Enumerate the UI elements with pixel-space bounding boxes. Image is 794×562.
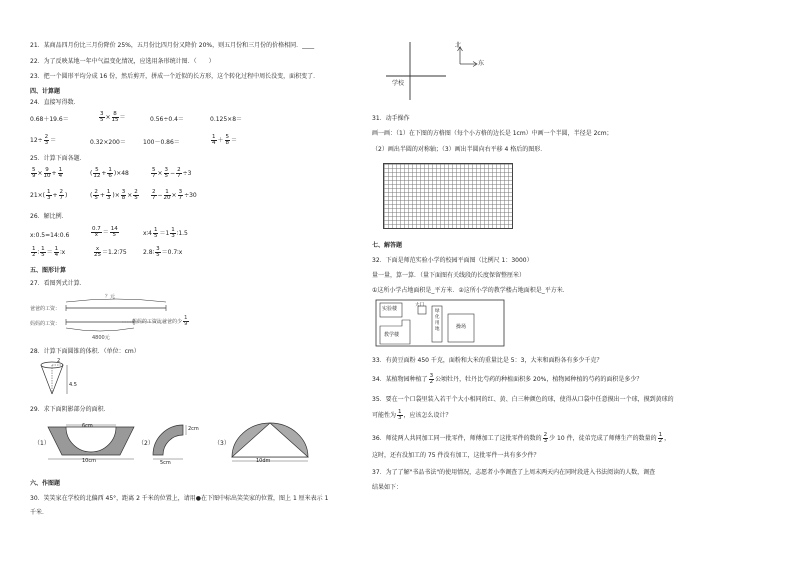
question-31-line-1: 画一画：（1）在下图的方格图（每个小方格的边长是 1cm）中画一个半圆，半径是 2cm； (372, 130, 613, 137)
question-32: 32．下面是师范实验小学的校园平面图（比例尺 1：3000） (372, 257, 533, 264)
total-amount-label: 4800元 (92, 335, 110, 341)
section-6-heading: 六、作图题 (30, 480, 61, 487)
fig-3-number: （3） (214, 440, 230, 447)
question-30: 30．笑笑家在学校的北偏西 45°，距离 2 千米的位置上，请用●在下图中标出笑笑家的位置，图上 1 厘米表示 1 (30, 495, 329, 502)
cone-height-label: 4.5 (69, 382, 77, 388)
fig-3-bottom-label: 10dm (256, 458, 271, 464)
question-35-cont: 可能性为 $\frac{1}{3}$ ，应该怎么设计？ (372, 409, 452, 421)
q26-item-6: 2.8∶ $\frac{3}{5}$ ＝0.7∶x (143, 246, 183, 258)
question-26: 26．解比例． (30, 213, 68, 220)
q25-item-5: ( $\frac{2}{5}$ + $\frac{1}{3}$ )× $\frac{3}{8}$ × $\frac{2}{5}$ (90, 189, 138, 201)
question-37: 37．为了了解"书品书法"的使用情况，志愿者小李调查了上周末两天内在同时段进入书法阅读的人数，调查 (372, 469, 656, 476)
q26-item-3: x∶4 $\frac{1}{5}$ ＝1 $\frac{1}{3}$ ∶1.5 (143, 227, 188, 239)
square-grid (383, 163, 513, 229)
q25-item-2: ( $\frac{5}{12}$ + $\frac{1}{6}$ )×48 (90, 167, 129, 179)
plan-teaching-building: 教学楼 (384, 332, 400, 338)
fig-2-bottom-label: 5cm (160, 460, 171, 466)
q25-item-6: $\frac{2}{7}$ − $\frac{1}{20}$ × $\frac{3}{7}$ ÷30 (152, 189, 197, 201)
mom-salary-label: 妈妈的工资： (30, 321, 61, 327)
question-24: 24．直接写得数． (30, 99, 80, 106)
question-28: 28．计算下面圆锥的体积．（单位：cm） (30, 348, 140, 355)
section-5-heading: 五、图形计算 (30, 267, 67, 274)
question-31: 31．动手操作 (372, 115, 410, 122)
calc-1-1: 0.68＋19.6＝ (30, 116, 69, 123)
q26-item-1: x:0.5=14:0.6 (30, 232, 70, 239)
section-7-heading: 七、解答题 (372, 242, 403, 249)
question-32-line-2: 量一量，算一算．（量下面图有关线段的长度保留整厘米） (372, 272, 526, 279)
question-25: 25．计算下面各题． (30, 155, 86, 162)
q25-item-3: $\frac{5}{7}$ × $\frac{3}{5}$ − $\frac{2}{7}$ ÷3 (152, 167, 192, 179)
fig-1-bottom-label: 10cm (82, 458, 96, 464)
fig-3-semicircle-triangle (228, 421, 318, 463)
calc-2-1: 12÷ $\frac{2}{3}$ ＝ (30, 134, 57, 146)
dad-salary-label: 爸爸的工资： (30, 306, 61, 312)
unknown-amount-label: ？元 (105, 294, 116, 300)
question-36: 36．师徒两人共同加工同一批零件，师傅加工了这批零件的数的 $\frac{2}{3}$ 少 10 件，徒弟完成了师傅生产的数量的 $\frac{1}{2}$ ， (372, 432, 671, 444)
calc-1-3: 0.56÷0.4＝ (150, 116, 184, 123)
question-34: 34．某植物园种植了 $\frac{3}{2}$ 公顷牡丹，牡丹比芍药的种植面积多 20%，植物园种植的芍药的面积是多少？ (372, 373, 643, 385)
question-32-line-3: ①这所小学占地面积是_平方米．②这所小学的教学楼占地面积是_平方米． (372, 287, 569, 294)
compass-north-label: 北 (455, 42, 462, 49)
question-23: 23．把一个圆形平均分成 16 份，然后剪开，拼成一个近似的长方形，这个转化过程中周长没变，面积变了． (30, 73, 320, 80)
plan-lab-building: 实验楼 (382, 306, 398, 312)
question-37-cont: 结果如下： (372, 484, 403, 491)
question-31-line-2: （2）画出半圆的对称轴；（3）画出半圆向右平移 4 格后的图形． (372, 146, 547, 153)
q26-item-4: $\frac{1}{2}$ ∶ $\frac{1}{5}$ ＝ $\frac{1}{4}$ ∶x (32, 246, 66, 258)
plan-gate: 大门 (415, 303, 424, 308)
cone-figure (40, 360, 80, 400)
calc-2-2: 0.32×200＝ (90, 139, 126, 146)
question-21: 21．某商品四月份比三月份降价 25%，五月份比四月份又降价 20%，则五月份和三月份的价格相同．____ (30, 42, 315, 49)
calc-1-2: $\frac{3}{5}$ × $\frac{8}{15}$ ＝ (100, 111, 126, 123)
compass-east-label: 东 (478, 60, 485, 67)
question-22: 22．为了反映某地一年中气温变化情况，应选用条形统计图．（ ） (30, 58, 215, 65)
question-30-cont: 千米． (30, 509, 49, 516)
question-35: 35．要在一个口袋里装入若干个大小相同的红、黄、白三种颜色的球，使得从口袋中任意摸出一个球，摸到黄球的 (372, 396, 674, 403)
q25-item-4: 21×( $\frac{1}{3}$ + $\frac{2}{7}$ ) (30, 189, 68, 201)
question-29: 29．求下面阴影部分的面积． (30, 406, 110, 413)
plan-green-area: 绿化用地 (435, 309, 440, 332)
q25-item-1: $\frac{5}{9}$ × $\frac{9}{10}$ + $\frac{1}{4}$ (32, 167, 63, 179)
fig-1-number: （1） (34, 440, 50, 447)
fig-2-number: （2） (138, 440, 154, 447)
section-4-heading: 四、计算题 (30, 88, 61, 95)
compass-cross-diagram (386, 42, 496, 102)
q26-item-2: $\frac{0.7}{x}$ ＝ $\frac{14}{5}$ (92, 226, 118, 238)
calc-2-3: 100－0.86＝ (143, 139, 180, 146)
school-label: 学校 (392, 80, 405, 87)
fig-1-top-label: 6cm (82, 423, 93, 429)
calc-1-4: 0.125×8＝ (210, 116, 243, 123)
question-36-cont: 这时，还有没加工的 75 件没有加工，这批零件一共有多少件？ (372, 452, 540, 459)
q26-item-5: $\frac{x}{25}$ ＝1.2∶75 (94, 246, 127, 258)
question-33: 33．有黄豆面粉 450 千克，面粉和大米的重量比是 5：3，大米和面粉各有多少千克？ (372, 357, 603, 364)
fig-2-side-label: 2cm (188, 426, 199, 432)
mom-less-note: 妈妈的工资比爸爸的少 $\frac{1}{9}$ (132, 315, 188, 327)
question-27: 27．看图列式计算． (30, 280, 86, 287)
calc-2-4: $\frac{1}{4}$ ＋ $\frac{5}{8}$ ＝ (212, 134, 238, 146)
salary-line-diagram (66, 296, 186, 336)
plan-playground: 操场 (456, 324, 467, 330)
cone-radius-label: 2 (57, 358, 61, 364)
